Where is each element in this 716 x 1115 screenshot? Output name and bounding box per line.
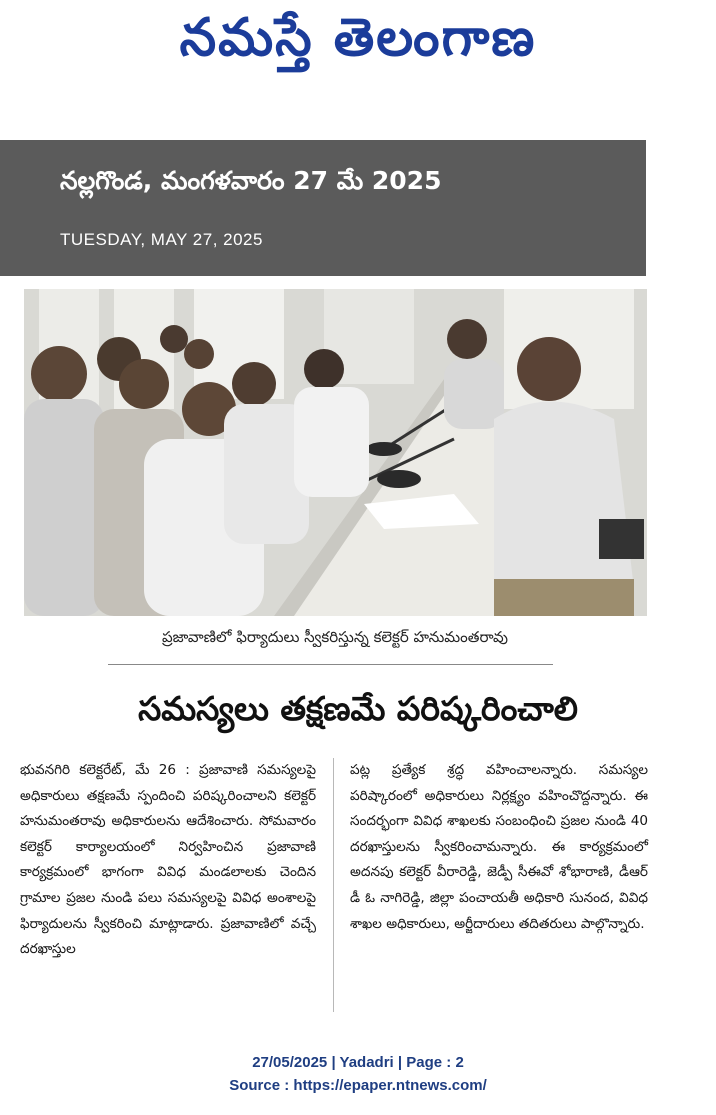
footer-edition-info: 27/05/2025 | Yadadri | Page : 2 <box>252 1054 464 1071</box>
article-column-right: పట్ల ప్రత్యేక శ్రద్ధ వహించాలన్నారు. సమస్యల పరిష్కారంలో అధికారులు నిర్లక్ష్యం వహించొద్దన్నారు. ఈ సందర్భంగా వివిధ శాఖలకు సంబంధించి ప్రజల నుండి 40 దరఖాస్తులను స్వీకరించామన్నారు. ఈ కార్యక్రమంలో అదనపు కలెక్టర్ వీరారెడ్డి, జెడ్పీ సీఈవో శోభారాణి, డీఆర్ డీ ఓ నాగిరెడ్డి, జిల్లా పంచాయతీ అధికారి సునంద, వివిధ శాఖల అధికారులు, అర్జీదారులు తదితరులు పాల్గొన్నారు. <box>350 762 648 932</box>
photo-caption: ప్రజావాణిలో ఫిర్యాదులు స్వీకరిస్తున్న కలెక్టర్ హనుమంతరావు <box>161 628 508 646</box>
article-headline: సమస్యలు తక్షణమే పరిష్కరించాలి <box>138 689 578 728</box>
article-column-left: భువనగిరి కలెక్టరేట్, మే 26 : ప్రజావాణి సమస్యలపై అధికారులు తక్షణమే స్పందించి పరిష్కరించాలని కలెక్టర్ హనుమంతరావు అధికారులను ఆదేశించారు. సోమవారం కలెక్టర్ కార్యాలయంలో నిర్వహించిన ప్రజావాణి కార్యక్రమంలో భాగంగా వివిధ మండలాలకు చెందిన గ్రామాల ప్రజల నుండి పలు సమస్యలపై వివిధ అంశాలపై ఫిర్యాదులను స్వీకరించి మాట్లాడారు. ప్రజావాణిలో వచ్చే దరఖాస్తుల <box>20 762 316 958</box>
dateline-band <box>0 140 646 276</box>
dateline-telugu: నల్లగొండ, మంగళవారం 27 మే 2025 <box>60 166 442 195</box>
newspaper-masthead: నమస్తే తెలంగాణ <box>179 8 537 68</box>
news-photo <box>24 289 647 616</box>
dateline-english: TUESDAY, MAY 27, 2025 <box>60 230 263 249</box>
caption-divider <box>108 664 553 665</box>
column-divider <box>333 758 334 1012</box>
footer-source-link[interactable]: Source : https://epaper.ntnews.com/ <box>229 1077 487 1094</box>
